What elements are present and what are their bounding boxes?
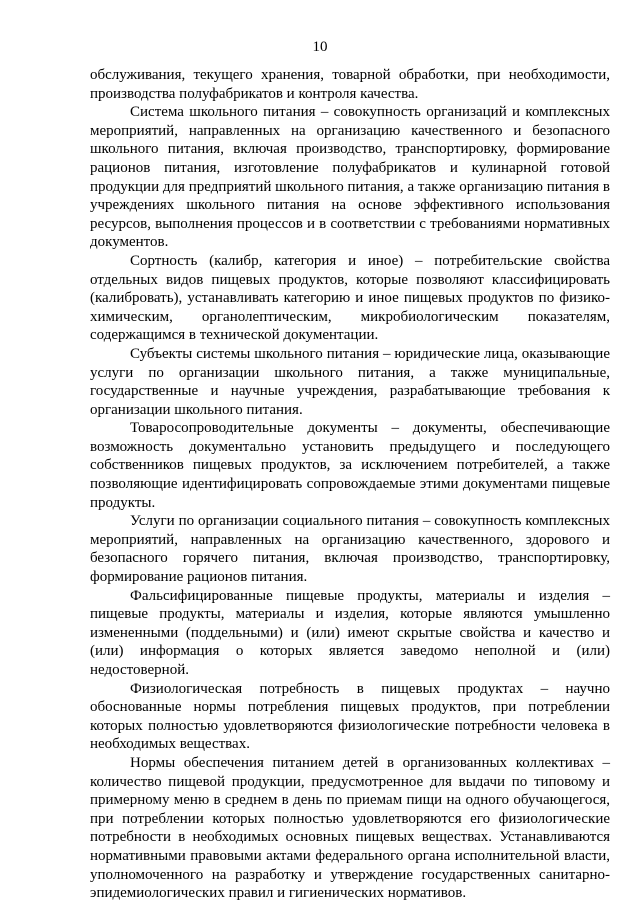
paragraph-grade: Сортность (калибр, категория и иное) – потребительские свойства отдельных видов пищевых продуктов, которые позволяют классифицировать (калибровать), устанавливать категорию и иное пищевых продуктов по физико-химическим, органолептическим, микробиологическим показателям, содержащимся в технической документации.: [90, 252, 610, 344]
paragraph-school-nutrition-system: Система школьного питания – совокупность организаций и комплексных мероприятий, направленных на организацию качественного и безопасного школьного питания, включая производство, транспортировку, формирование рационов питания, изготовление полуфабрикатов и кулинарной готовой продукции для предприятий школьного питания, а также организацию питания в учреждениях школьного питания на основе эффективного использования ресурсов, выполнения процессов и в соответствии с требованиями нормативных документов.: [90, 104, 610, 251]
paragraph-nutrition-norms: Нормы обеспечения питанием детей в организованных коллективах – количество пищевой продукции, предусмотренное для выдачи по типовому и примерному меню в среднем в день по приемам пищи на одного обучающегося, при потреблении которых полностью удовлетворяются его физиологические потребности в необходимых основных пищевых веществах. Устанавливаются нормативными правовыми актами федерального органа исполнительной власти, уполномоченного на разработку и утверждение государственных санитарно-эпидемиологических правил и гигиенических нормативов.: [90, 754, 610, 902]
page-number: 10: [312, 39, 328, 55]
paragraph-accompanying-documents: Товаросопроводительные документы – документы, обеспечивающие возможность документально установить предыдущего и последующего собственников пищевых продуктов, за исключением потребителей, а также позволяющие идентифицировать сопровождаемые этими документами пищевые продукты.: [90, 420, 610, 511]
paragraph-physiological-need: Физиологическая потребность в пищевых продуктах – научно обоснованные нормы потребления пищевых продуктов, при потреблении которых полностью удовлетворяются физиологические потребности человека в необходимых веществах.: [90, 680, 610, 753]
paragraph-falsified-products: Фальсифицированные пищевые продукты, материалы и изделия – пищевые продукты, материалы и изделия, которые являются умышленно измененными (поддельными) и (или) имеют скрытые свойства и качество и (или) информация о которых является заведомо неполной и (или) недостоверной.: [90, 587, 610, 678]
paragraph-continuation: обслуживания, текущего хранения, товарной обработки, при необходимости, производства полуфабрикатов и контроля качества.: [90, 67, 610, 102]
document-body: [90, 66, 610, 903]
paragraph-social-nutrition-services: Услуги по организации социального питания – совокупность комплексных мероприятий, направленных на организацию качественного, здорового и безопасного горячего питания, включая производство, транспортировку, формирование рационов питания.: [90, 513, 610, 586]
paragraph-subjects: Субъекты системы школьного питания – юридические лица, оказывающие услуги по организации школьного питания, а также муниципальные, государственные и научные учреждения, разрабатывающие требования к организации школьного питания.: [90, 345, 610, 418]
